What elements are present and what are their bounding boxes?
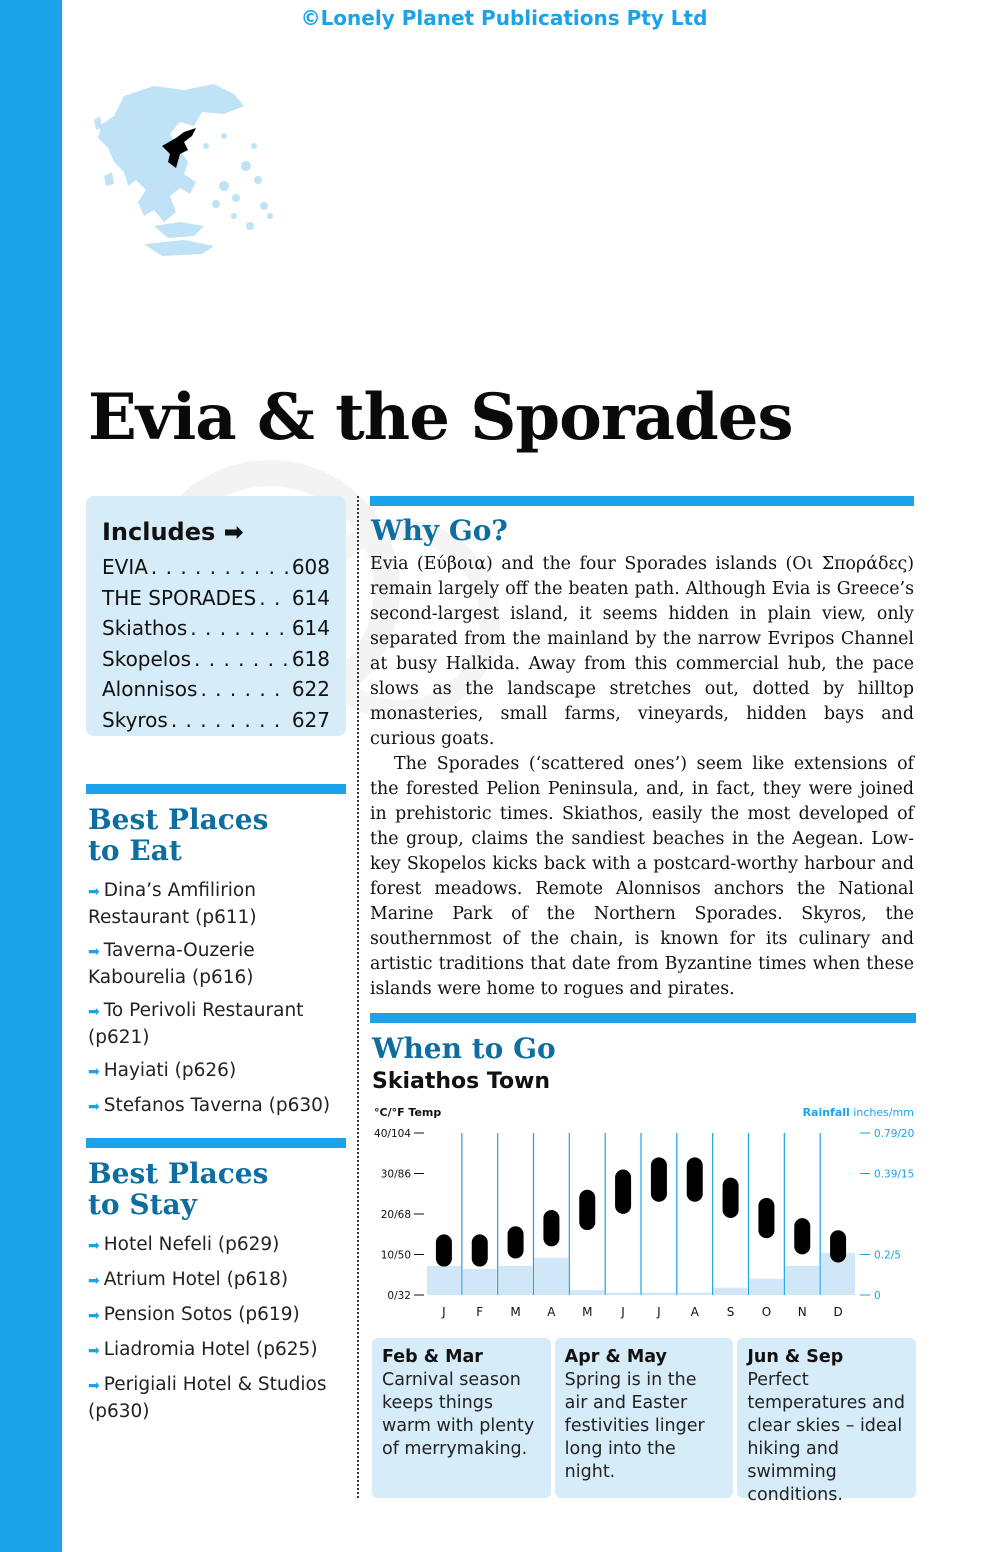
temperature-range-bar [436,1234,452,1266]
month-label: D [833,1305,843,1319]
left-tick-label: 30/86 [380,1168,411,1181]
eat-list-item-text: Dina’s Amfilirion Restaurant (p611) [88,880,257,928]
page-title: Evia & the Sporades [88,380,793,455]
arrow-right-icon: ➡ [88,1378,100,1394]
arrow-right-icon: ➡ [88,1064,100,1080]
includes-item-page: 608 [291,555,330,579]
right-tick-label: 0.2/5 [874,1249,901,1262]
stay-list-item[interactable] [88,1372,348,1424]
includes-item-page: 614 [291,585,330,610]
eat-list-item[interactable] [88,1093,348,1120]
left-tick-label: 10/50 [380,1249,411,1262]
why-go-paragraph-1: Evia (Εύβοια) and the four Sporades islands (Οι Σποράδες) remain largely off the beaten path. Although Evia is Greece’s second-largest island, it seems hidden in plain view, only separated from the mainland by the narrow Evripos Channel at busy Halkida. Away from this commercial hub, the pace slows as the landscape stretches out, dotted by hilltop monasteries, small farms, vineyards, hidden bays and curious goats. [370,554,914,749]
left-axis-label: °C/°F Temp [374,1106,442,1119]
greece-locator-map [84,76,278,266]
month-label: S [726,1305,735,1319]
left-tick-label: 20/68 [380,1209,411,1221]
rainfall-bar [463,1269,497,1295]
stay-list [88,1232,348,1432]
month-label: O [761,1305,772,1319]
stay-list-item[interactable] [88,1302,348,1329]
eat-list-item-text: Taverna-Ouzerie Kabourelia (p616) [88,940,255,988]
temperature-range-bar [508,1226,524,1258]
copyright-notice: ©Lonely Planet Publications Pty Ltd [300,6,708,30]
side-color-bar [0,0,62,1552]
rainfall-bar [606,1293,640,1295]
arrow-right-icon: ➡ [88,1099,100,1115]
season-card-feb-mar: Feb & Mar Carnival season keeps things warm with plenty of merrymaking. [372,1338,551,1498]
arrow-right-icon: ➡ [88,884,100,900]
eat-list-item[interactable] [88,878,348,930]
month-label: F [476,1305,484,1319]
stay-list-item-text: Perigiali Hotel & Studios (p630) [88,1374,327,1422]
right-tick-label: 0.79/20 [874,1128,915,1140]
chart-location-title: Skiathos Town [372,1069,551,1094]
why-go-heading: Why Go? [371,514,508,547]
includes-item[interactable] [102,613,330,644]
month-label: M [582,1305,593,1319]
rainfall-bar [535,1258,569,1295]
when-to-go-rule [370,1013,916,1023]
month-label: J [442,1305,446,1319]
arrow-right-icon: ➡ [223,518,244,546]
rainfall-bar [750,1279,784,1295]
includes-item-page: 618 [291,646,330,671]
month-label: A [690,1305,699,1319]
includes-item-name: Skiathos [102,616,188,640]
leader-dots [190,613,289,644]
when-to-go-heading: When to Go [372,1032,556,1065]
eat-list-item[interactable] [88,1058,348,1085]
left-tick-label: 0/32 [387,1290,411,1302]
leader-dots [194,644,289,675]
season-card-jun-sep: Jun & Sep Perfect temperatures and clear skies – ideal hiking and swimming conditions. [737,1338,916,1498]
temperature-range-bar [472,1234,488,1266]
eat-list-item-text: To Perivoli Restaurant (p621) [88,1000,304,1048]
leader-dots [151,552,289,583]
temperature-range-bar [687,1157,703,1201]
why-go-paragraph-2: The Sporades (‘scattered ones’) seem like extensions of the forested Pelion Peninsula, and, in fact, they were joined in prehistoric times. Skiathos, easily the most developed of the group, claims the sandiest beaches in the Aegean. Low-key Skopelos kicks back with a postcard-worthy harbour and forest meadows. Remote Alonnisos anchors the National Marine Park of the Northern Sporades. Skyros, the southernmost of the chain, is known for its culinary and artistic traditions that date from Byzantine times when these islands were home to rogues and pirates. [370,754,914,999]
stay-list-item[interactable] [88,1232,348,1259]
arrow-right-icon: ➡ [88,1343,100,1359]
eat-list-item-text: Hayiati (p626) [103,1060,237,1081]
includes-item-page: 622 [291,677,330,701]
arrow-right-icon: ➡ [88,944,100,960]
includes-item[interactable] [102,705,330,736]
month-label: N [797,1305,807,1319]
left-tick-label: 40/104 [374,1128,411,1140]
eat-list [88,878,348,1128]
includes-list [102,552,330,735]
includes-item-name: Skopelos [102,646,192,671]
includes-box [86,496,346,736]
includes-item-page: 627 [291,707,330,732]
stay-list-item-text: Hotel Nefeli (p629) [103,1234,280,1255]
temperature-range-bar [651,1157,667,1201]
eat-list-item[interactable] [88,938,348,990]
season-card-apr-may: Apr & May Spring is in the air and Easter festivities linger long into the night. [555,1338,734,1498]
leader-dots [200,674,288,705]
includes-item[interactable] [102,644,330,675]
why-go-body [370,552,914,1002]
rainfall-bar [642,1293,676,1295]
arrow-right-icon: ➡ [88,1273,100,1289]
rainfall-bar [785,1266,819,1295]
stay-list-item[interactable] [88,1337,348,1364]
why-go-rule [370,496,914,506]
leader-dots [171,705,289,736]
stay-heading: Best Places to Stay [88,1157,269,1221]
stay-section-rule [86,1138,346,1148]
includes-item[interactable] [102,674,330,705]
stay-list-item[interactable] [88,1267,348,1294]
includes-item-name: Alonnisos [102,677,198,701]
stay-list-item-text: Atrium Hotel (p618) [103,1269,289,1290]
column-divider [357,496,359,1498]
includes-item[interactable] [102,552,330,583]
month-label: M [510,1305,521,1319]
arrow-right-icon: ➡ [88,1308,100,1324]
right-tick-label: 0 [874,1290,881,1302]
arrow-right-icon: ➡ [88,1004,100,1020]
eat-list-item-text: Stefanos Taverna (p630) [103,1095,331,1116]
stay-list-item-text: Liadromia Hotel (p625) [103,1339,318,1360]
temperature-range-bar [579,1190,595,1230]
temperature-range-bar [830,1230,846,1262]
temperature-range-bar [723,1178,739,1218]
right-axis-label: Rainfall inches/mm [802,1106,914,1119]
includes-heading: Includes ➡ [102,518,244,546]
month-label: J [657,1305,661,1319]
leader-dots [259,583,289,614]
month-label: J [621,1305,625,1319]
rainfall-bar [570,1290,604,1295]
month-label: A [547,1305,556,1319]
includes-item-name: THE SPORADES [102,585,257,610]
eat-section-rule [86,784,346,794]
temperature-range-bar [794,1218,810,1254]
includes-item[interactable] [102,583,330,614]
rainfall-bar [427,1266,461,1295]
rainfall-bar [499,1266,533,1295]
when-to-go-cards [372,1338,916,1505]
includes-item-page: 614 [291,616,330,640]
temperature-range-bar [615,1170,631,1214]
arrow-right-icon: ➡ [88,1238,100,1254]
includes-item-name: Skyros [102,707,168,732]
greece-landmass [94,84,273,256]
temperature-range-bar [758,1198,774,1238]
eat-heading: Best Places to Eat [88,803,269,867]
includes-item-name: EVIA [102,555,148,579]
rainfall-bar [678,1293,712,1295]
stay-list-item-text: Pension Sotos (p619) [103,1304,300,1325]
temperature-range-bar [543,1210,559,1246]
right-tick-label: 0.39/15 [874,1168,915,1181]
climate-chart [366,1100,918,1326]
rainfall-bar [714,1288,748,1295]
eat-list-item[interactable] [88,998,348,1050]
